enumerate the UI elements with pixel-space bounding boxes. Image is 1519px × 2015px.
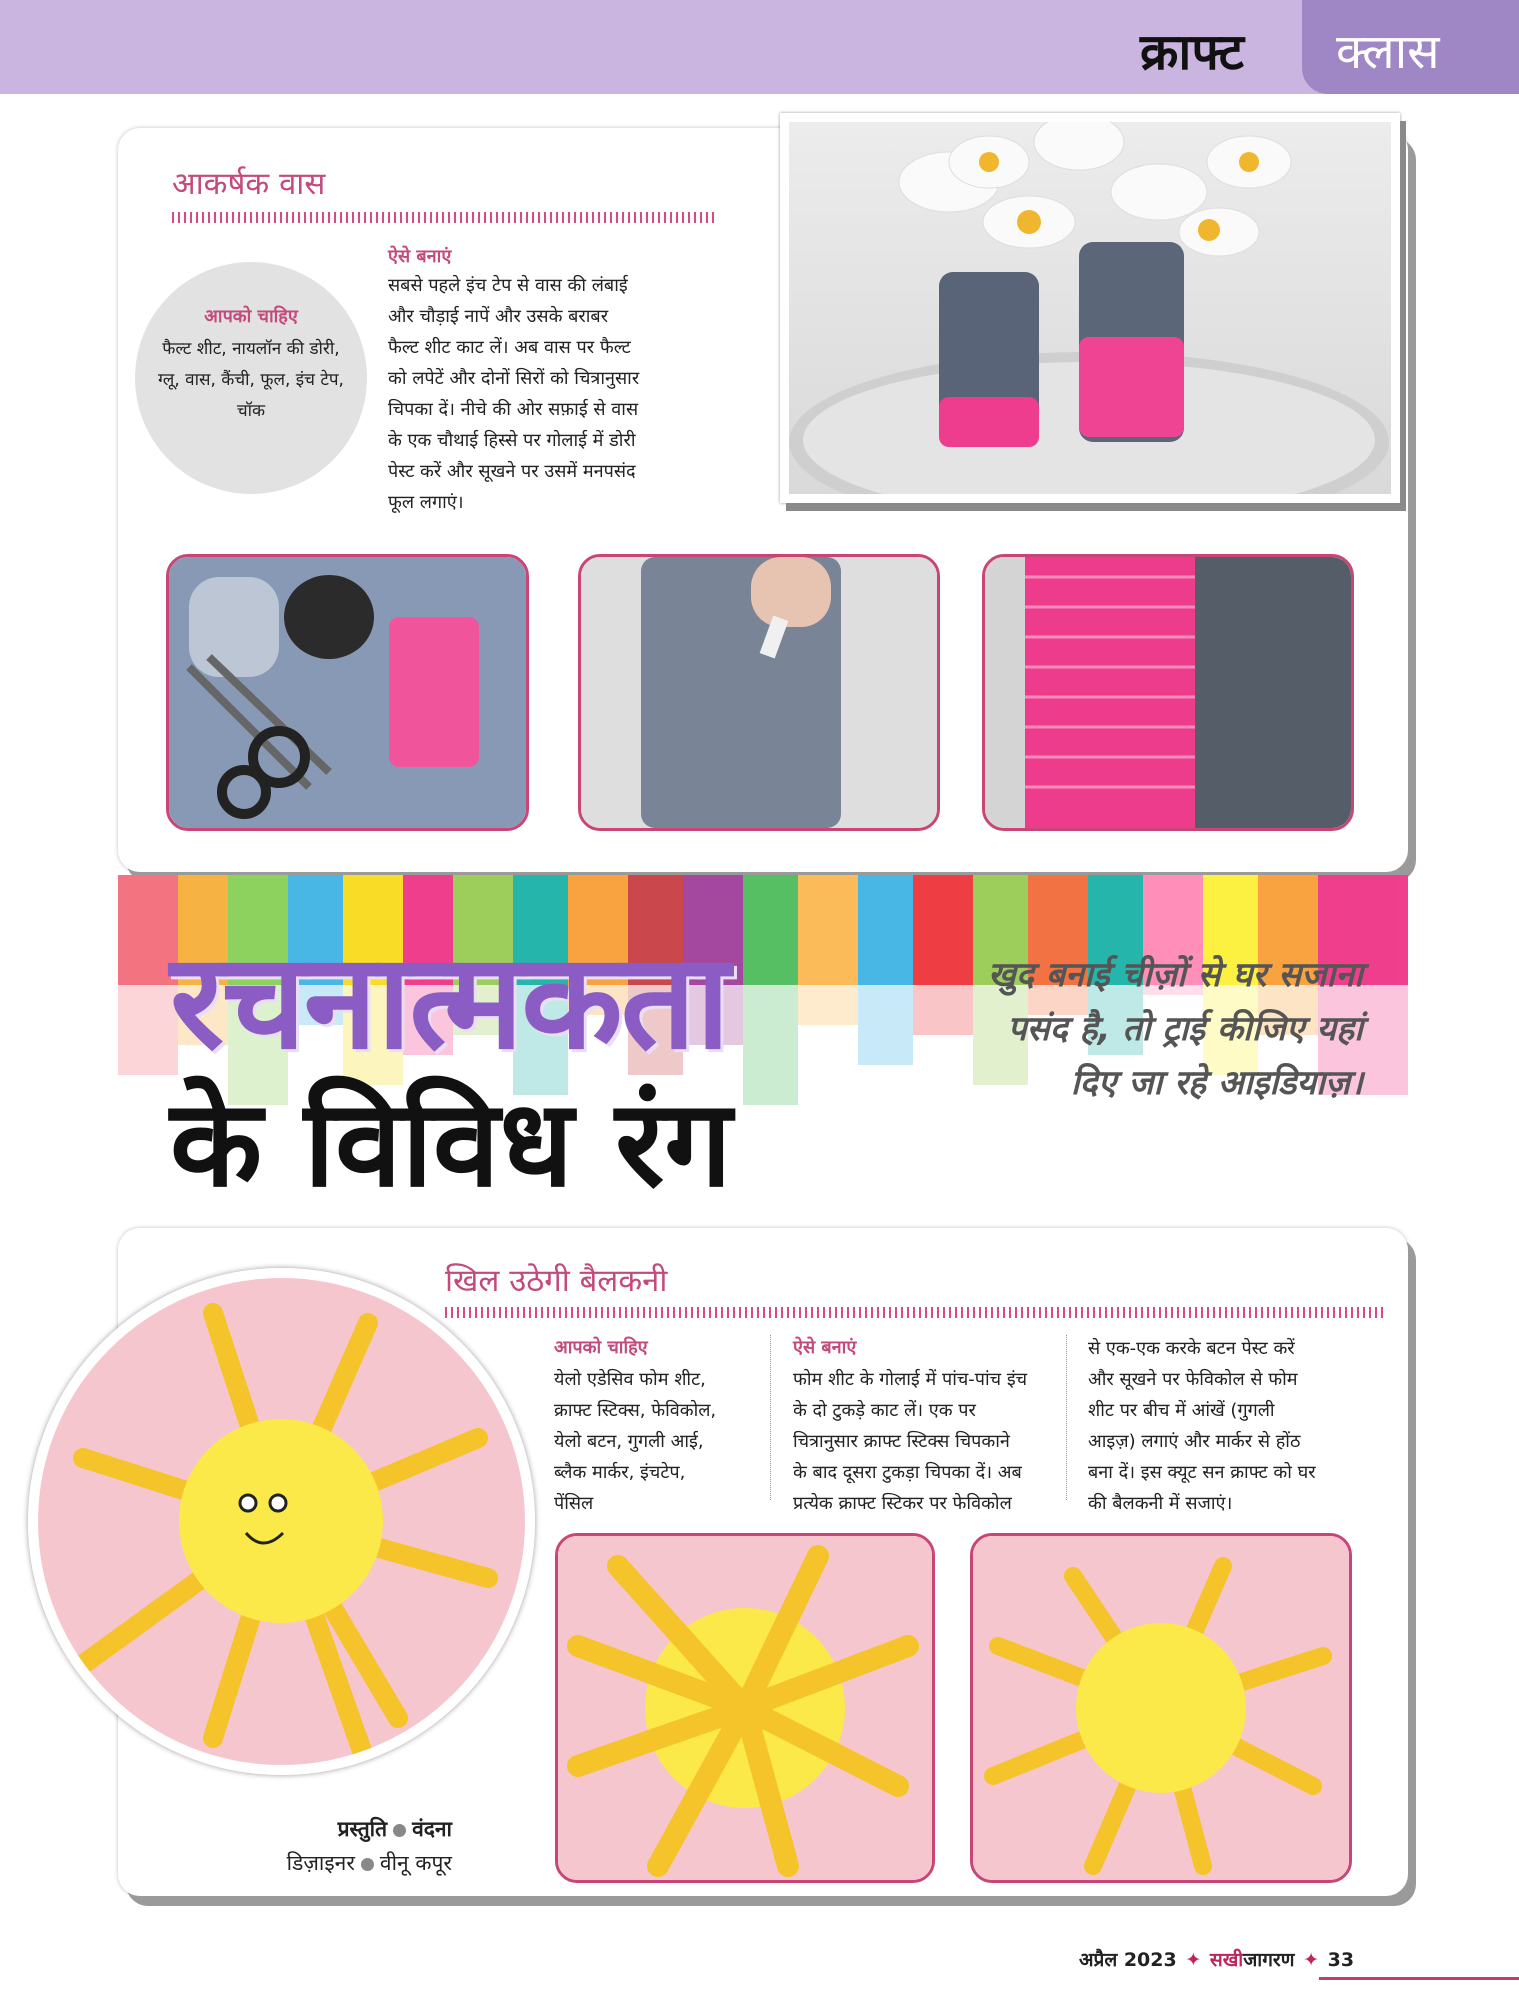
category-tab-label: क्लास [1336,24,1440,80]
presented-label: प्रस्तुति [337,1817,388,1841]
sun-craft-photo [28,1268,535,1775]
vase-step-photo-wrapping [578,554,940,831]
headline-line1: रचनात्मकता [170,925,729,1079]
column-divider [770,1335,771,1500]
presented-name: वंदना [412,1817,452,1841]
bullet-dot [393,1824,406,1837]
header-band [0,0,1519,94]
bullet-dot [361,1858,374,1871]
star-icon: ✦ [1185,1949,1202,1971]
category-title: क्राफ्ट [1140,23,1244,81]
vase-step-photo-materials [166,554,529,831]
vase-needs-text: फैल्ट शीट, नायलॉन की डोरी, ग्लू, वास, कैंची, फूल, इंच टेप, चॉक [158,339,344,421]
balcony-needs-title: आपको चाहिए [554,1337,648,1358]
credits [212,1812,452,1880]
headline-tagline: खुद बनाई चीज़ों से घर सजाना पसंद है, तो ट्राई कीजिए यहां दिए जा रहे आइडियाज़। [988,955,1363,1103]
vase-howto-title: ऐसे बनाएं [388,246,452,267]
vase-finished-photo [780,113,1400,503]
brand-jagran: जागरण [1243,1949,1295,1971]
balcony-howto-text-cont: से एक-एक करके बटन पेस्ट करें और सूखने पर फेविकोल से फोम शीट पर बीच में आंखें (गुगली आइज़) लगाएं और मार्कर से होंठ बना दें। इस क्यूट सन क्राफ्ट को घर की बैलकनी में सजाएं। [1088,1338,1316,1514]
balcony-howto-text: फोम शीट के गोलाई में पांच-पांच इंच के दो टुकड़े काट लें। एक पर चित्रानुसार क्राफ्ट स्टिक्स चिपकाने के बाद दूसरा टुकड़ा चिपका दें। अब प्रत्येक क्राफ्ट स्टिकर पर फेविकोल [793,1369,1028,1514]
vase-needs-title: आपको चाहिए [204,306,298,327]
issue-date: अप्रैल 2023 [1079,1949,1177,1971]
page-number: 33 [1327,1949,1355,1971]
vase-needs-circle [135,262,367,494]
balcony-needs-text: येलो एडेसिव फोम शीट, क्राफ्ट स्टिक्स, फेविकोल, येलो बटन, गुगली आई, ब्लैक मार्कर, इंचटेप, पेंसिल [554,1369,717,1514]
column-divider-2 [1066,1335,1067,1500]
balcony-section-title: खिल उठेगी बैलकनी [445,1263,668,1299]
balcony-title-rule [445,1307,1385,1318]
designer-name: वीनू कपूर [379,1851,452,1875]
brand-sakhi: सखी [1209,1949,1244,1971]
sun-step-photo-sticks [555,1533,935,1883]
star-icon: ✦ [1303,1949,1319,1971]
vase-section-title: आकर्षक वास [172,166,326,202]
headline-line2: के विविध रंग [170,1075,732,1214]
vase-step-photo-rope [982,554,1354,831]
vase-howto-text: सबसे पहले इंच टेप से वास की लंबाई और चौड़ाई नापें और उसके बराबर फैल्ट शीट काट लें। अब वास पर फैल्ट को लपेटें और दोनों सिरों को चित्रानुसार चिपका दें। नीचे की ओर सफ़ाई से वास के एक चौथाई हिस्से पर गोलाई में डोरी पेस्ट करें और सूखने पर उसमें मनपसंद फूल लगाएं। [388,275,640,513]
designer-label: डिज़ाइनर [286,1851,355,1875]
vase-title-rule [172,212,717,223]
page-footer [1079,1946,1354,1972]
footer-rule [1319,1977,1519,1980]
sun-step-photo-buttons [970,1533,1352,1883]
balcony-howto-title: ऐसे बनाएं [793,1337,857,1358]
